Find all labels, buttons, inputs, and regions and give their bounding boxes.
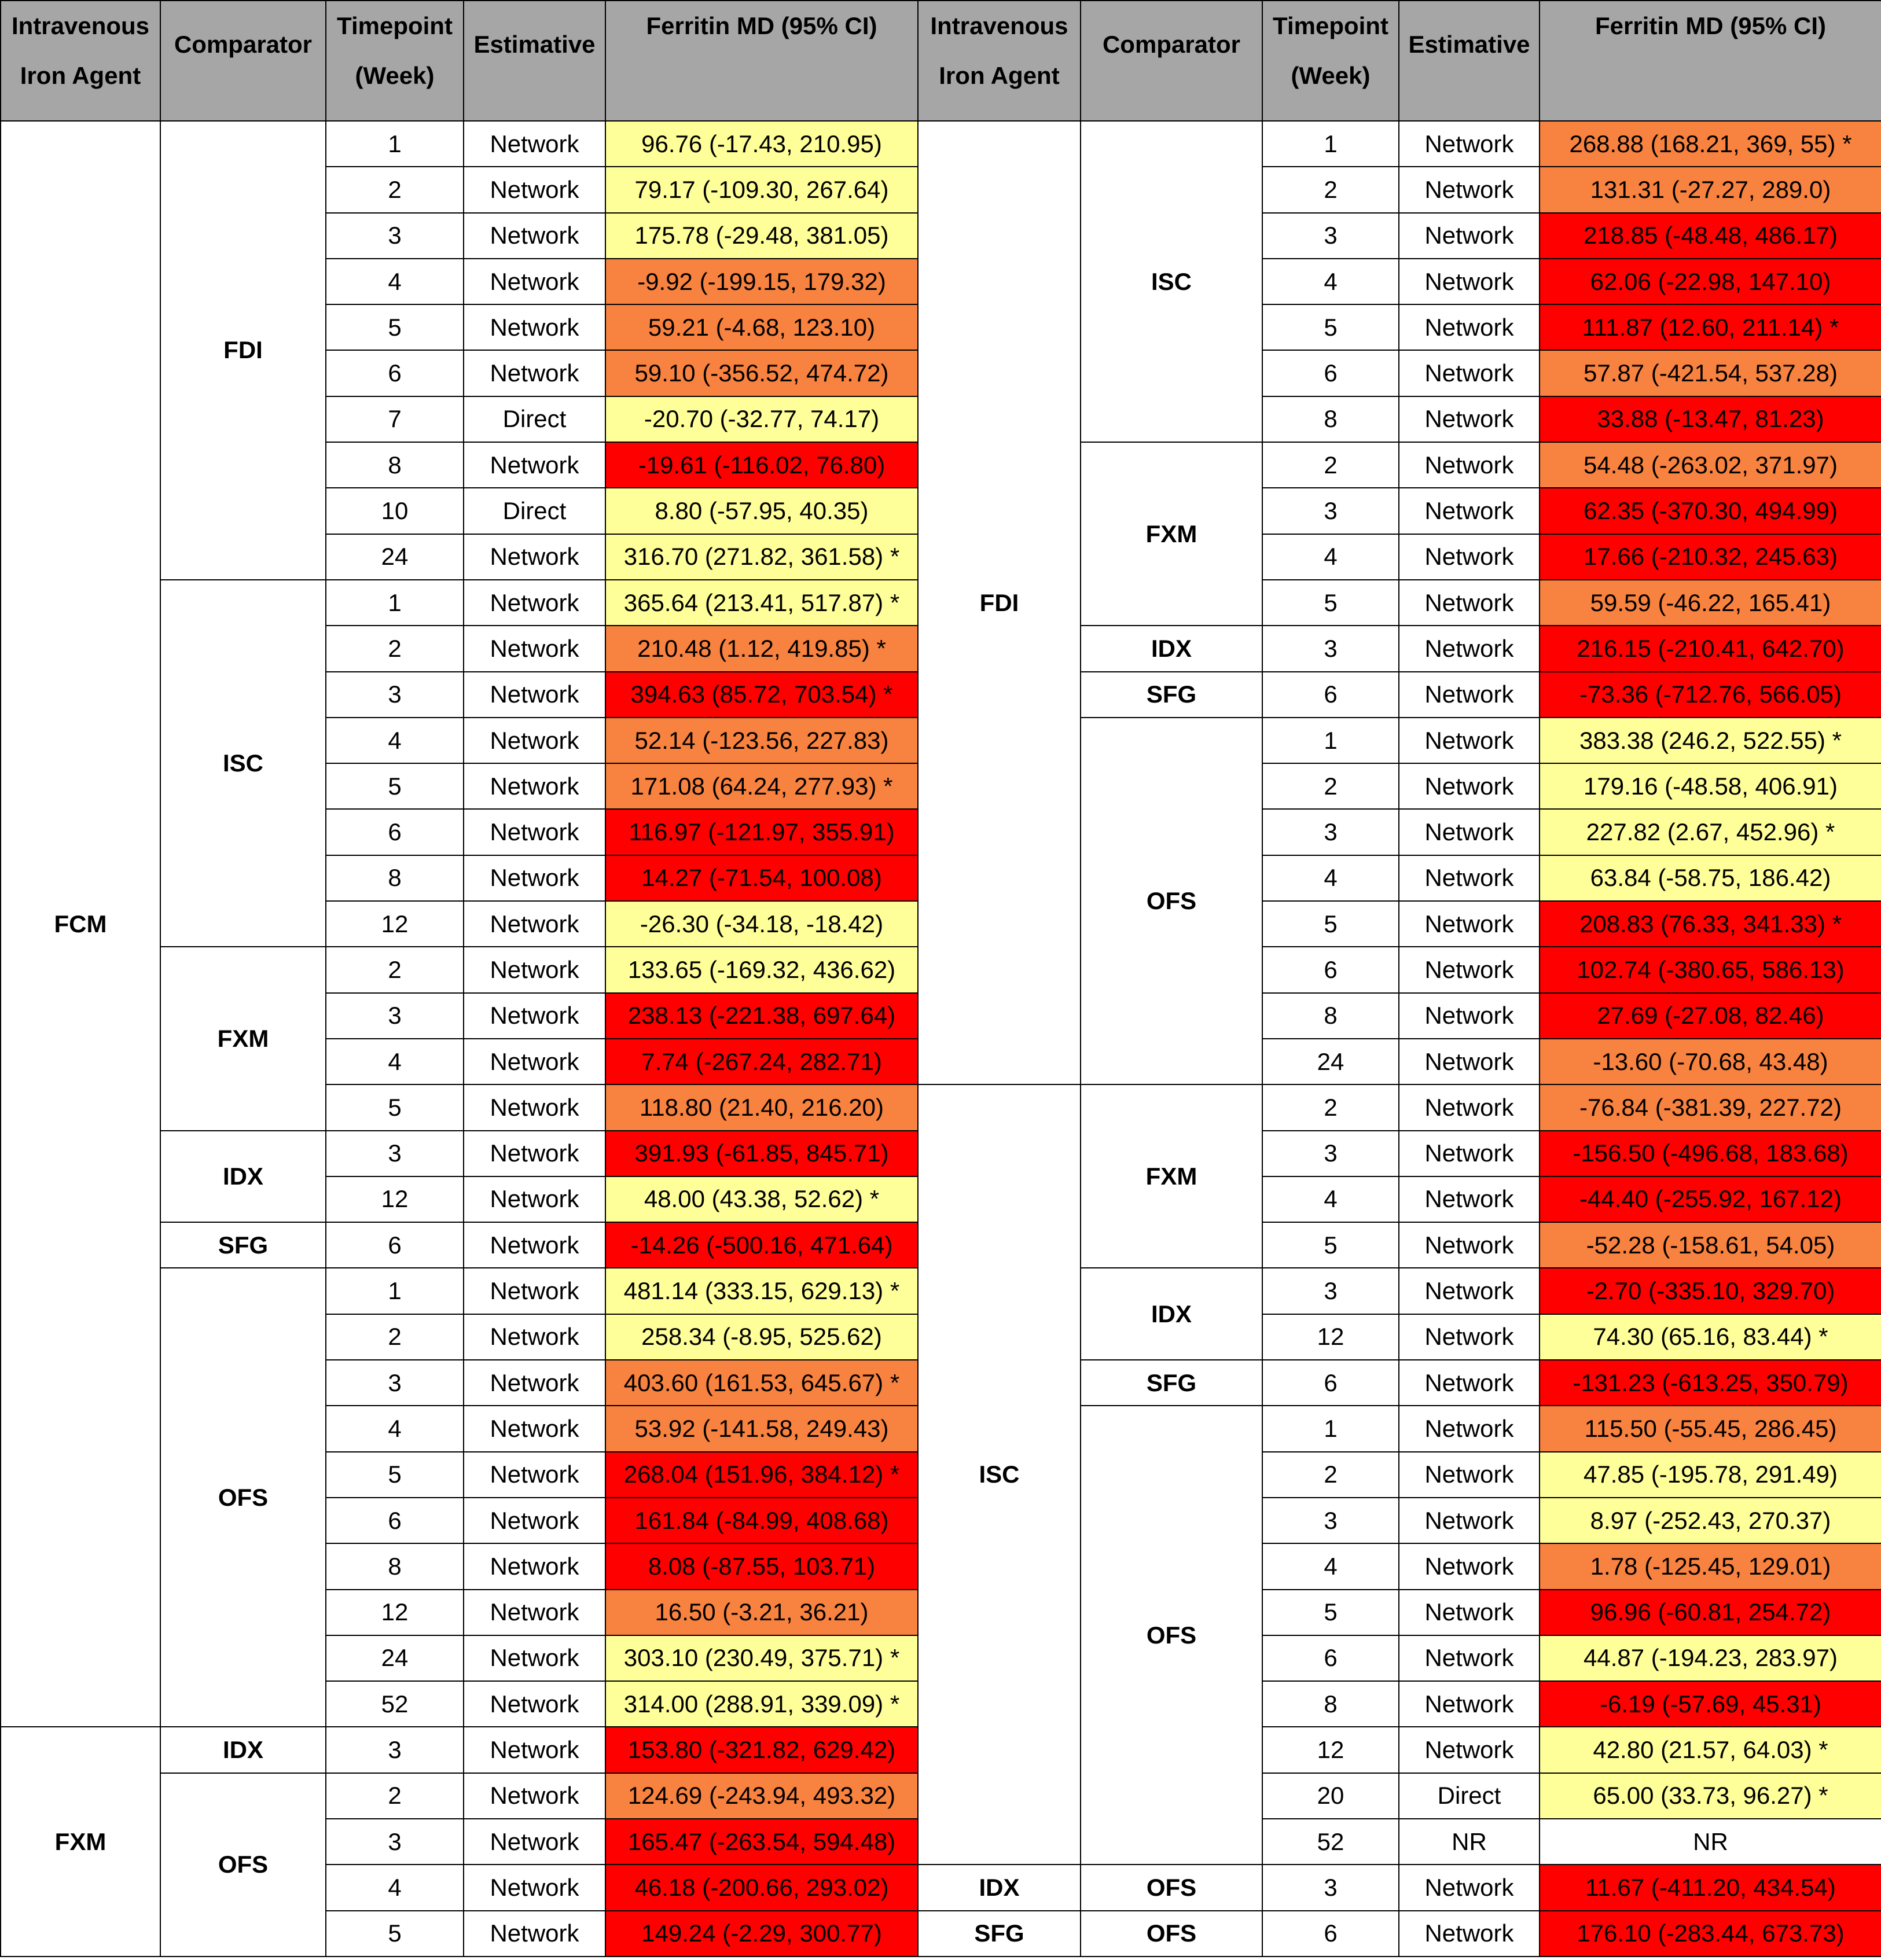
right-estimative-cell: Network [1399, 1543, 1540, 1589]
right-ferritin-md-cell: 115.50 (-55.45, 286.45) [1540, 1406, 1881, 1451]
right-ferritin-md-cell: 176.10 (-283.44, 673.73) [1540, 1911, 1881, 1957]
right-ferritin-md-cell: -131.23 (-613.25, 350.79) [1540, 1360, 1881, 1406]
left-ferritin-md-cell: 316.70 (271.82, 361.58) * [605, 534, 918, 580]
right-ferritin-md-cell: 62.35 (-370.30, 494.99) [1540, 488, 1881, 534]
right-ferritin-md-cell: 8.97 (-252.43, 270.37) [1540, 1498, 1881, 1543]
left-ferritin-md-cell: 79.17 (-109.30, 267.64) [605, 167, 918, 212]
header-ferritin-left: Ferritin MD (95% CI) [605, 1, 918, 121]
right-timepoint-cell: 20 [1262, 1773, 1399, 1819]
left-estimative-cell: Network [464, 1727, 605, 1773]
right-ferritin-md-cell: 74.30 (65.16, 83.44) * [1540, 1314, 1881, 1360]
right-ferritin-md-cell: -73.36 (-712.76, 566.05) [1540, 672, 1881, 718]
left-ferritin-md-cell: 133.65 (-169.32, 436.62) [605, 947, 918, 992]
right-ferritin-md-cell: 57.87 (-421.54, 537.28) [1540, 350, 1881, 396]
right-comparator-cell: FXM [1081, 1084, 1262, 1268]
right-comparator-cell: SFG [1081, 1360, 1262, 1406]
right-iron-agent-cell: SFG [918, 1911, 1081, 1957]
right-ferritin-md-cell: 218.85 (-48.48, 486.17) [1540, 213, 1881, 259]
right-comparator-cell: OFS [1081, 1406, 1262, 1865]
right-estimative-cell: Network [1399, 809, 1540, 855]
left-timepoint-cell: 6 [326, 809, 464, 855]
right-estimative-cell: Network [1399, 1865, 1540, 1910]
left-timepoint-cell: 3 [326, 1819, 464, 1865]
right-ferritin-md-cell: 179.16 (-48.58, 406.91) [1540, 763, 1881, 809]
left-timepoint-cell: 2 [326, 947, 464, 992]
left-timepoint-cell: 24 [326, 534, 464, 580]
left-ferritin-md-cell: 303.10 (230.49, 375.71) * [605, 1635, 918, 1681]
right-timepoint-cell: 2 [1262, 1452, 1399, 1498]
left-timepoint-cell: 1 [326, 580, 464, 626]
left-estimative-cell: Network [464, 1176, 605, 1222]
left-ferritin-md-cell: 171.08 (64.24, 277.93) * [605, 763, 918, 809]
left-estimative-cell: Direct [464, 488, 605, 534]
right-ferritin-md-cell: -13.60 (-70.68, 43.48) [1540, 1039, 1881, 1084]
left-estimative-cell: Network [464, 1084, 605, 1130]
left-ferritin-md-cell: 258.34 (-8.95, 525.62) [605, 1314, 918, 1360]
right-estimative-cell: Network [1399, 626, 1540, 671]
right-timepoint-cell: 2 [1262, 1084, 1399, 1130]
left-estimative-cell: Network [464, 1498, 605, 1543]
left-comparator-cell: SFG [160, 1222, 326, 1268]
left-estimative-cell: Network [464, 947, 605, 992]
right-estimative-cell: Network [1399, 1176, 1540, 1222]
left-timepoint-cell: 4 [326, 1039, 464, 1084]
right-timepoint-cell: 12 [1262, 1314, 1399, 1360]
left-ferritin-md-cell: 394.63 (85.72, 703.54) * [605, 672, 918, 718]
right-ferritin-md-cell: -44.40 (-255.92, 167.12) [1540, 1176, 1881, 1222]
right-estimative-cell: Network [1399, 1406, 1540, 1451]
right-estimative-cell: Network [1399, 580, 1540, 626]
left-timepoint-cell: 6 [326, 350, 464, 396]
right-estimative-cell: Network [1399, 1314, 1540, 1360]
left-timepoint-cell: 12 [326, 1590, 464, 1635]
right-timepoint-cell: 8 [1262, 993, 1399, 1039]
right-timepoint-cell: 2 [1262, 763, 1399, 809]
right-estimative-cell: Network [1399, 1635, 1540, 1681]
right-timepoint-cell: 4 [1262, 855, 1399, 901]
right-timepoint-cell: 3 [1262, 809, 1399, 855]
left-timepoint-cell: 3 [326, 993, 464, 1039]
left-ferritin-md-cell: 16.50 (-3.21, 36.21) [605, 1590, 918, 1635]
right-ferritin-md-cell: -6.19 (-57.69, 45.31) [1540, 1681, 1881, 1727]
right-ferritin-md-cell: 63.84 (-58.75, 186.42) [1540, 855, 1881, 901]
left-estimative-cell: Network [464, 718, 605, 763]
right-ferritin-md-cell: 96.96 (-60.81, 254.72) [1540, 1590, 1881, 1635]
header-ferritin-right: Ferritin MD (95% CI) [1540, 1, 1881, 121]
right-timepoint-cell: 24 [1262, 1039, 1399, 1084]
right-estimative-cell: Direct [1399, 1773, 1540, 1819]
header-estimative-right: Estimative [1399, 1, 1540, 121]
right-timepoint-cell: 3 [1262, 1498, 1399, 1543]
left-estimative-cell: Network [464, 350, 605, 396]
left-estimative-cell: Network [464, 993, 605, 1039]
right-iron-agent-cell: IDX [918, 1865, 1081, 1910]
header-timepoint-right: Timepoint (Week) [1262, 1, 1399, 121]
left-ferritin-md-cell: 118.80 (21.40, 216.20) [605, 1084, 918, 1130]
right-estimative-cell: Network [1399, 213, 1540, 259]
left-ferritin-md-cell: 48.00 (43.38, 52.62) * [605, 1176, 918, 1222]
right-timepoint-cell: 4 [1262, 259, 1399, 304]
right-ferritin-md-cell: 102.74 (-380.65, 586.13) [1540, 947, 1881, 992]
right-ferritin-md-cell: 47.85 (-195.78, 291.49) [1540, 1452, 1881, 1498]
left-timepoint-cell: 3 [326, 213, 464, 259]
right-timepoint-cell: 12 [1262, 1727, 1399, 1773]
right-estimative-cell: Network [1399, 763, 1540, 809]
right-ferritin-md-cell: NR [1540, 1819, 1881, 1865]
left-estimative-cell: Network [464, 304, 605, 350]
right-timepoint-cell: 6 [1262, 350, 1399, 396]
right-ferritin-md-cell: 268.88 (168.21, 369, 55) * [1540, 121, 1881, 167]
left-timepoint-cell: 6 [326, 1222, 464, 1268]
right-estimative-cell: Network [1399, 1452, 1540, 1498]
right-ferritin-md-cell: -52.28 (-158.61, 54.05) [1540, 1222, 1881, 1268]
left-estimative-cell: Network [464, 121, 605, 167]
right-timepoint-cell: 4 [1262, 1176, 1399, 1222]
left-estimative-cell: Network [464, 1543, 605, 1589]
table-row [1, 121, 1881, 167]
right-timepoint-cell: 3 [1262, 488, 1399, 534]
right-ferritin-md-cell: 17.66 (-210.32, 245.63) [1540, 534, 1881, 580]
right-comparator-cell: OFS [1081, 718, 1262, 1084]
header-comparator-left: Comparator [160, 1, 326, 121]
left-estimative-cell: Direct [464, 396, 605, 442]
left-ferritin-md-cell: 8.80 (-57.95, 40.35) [605, 488, 918, 534]
left-comparator-cell: IDX [160, 1727, 326, 1773]
header-estimative-left: Estimative [464, 1, 605, 121]
left-timepoint-cell: 8 [326, 1543, 464, 1589]
right-estimative-cell: Network [1399, 534, 1540, 580]
left-ferritin-md-cell: 14.27 (-71.54, 100.08) [605, 855, 918, 901]
right-ferritin-md-cell: 62.06 (-22.98, 147.10) [1540, 259, 1881, 304]
right-ferritin-md-cell: 131.31 (-27.27, 289.0) [1540, 167, 1881, 212]
right-estimative-cell: Network [1399, 1498, 1540, 1543]
left-estimative-cell: Network [464, 1635, 605, 1681]
right-estimative-cell: Network [1399, 718, 1540, 763]
left-iron-agent-cell: FXM [1, 1727, 160, 1956]
left-timepoint-cell: 2 [326, 1314, 464, 1360]
left-timepoint-cell: 12 [326, 1176, 464, 1222]
right-ferritin-md-cell: 54.48 (-263.02, 371.97) [1540, 442, 1881, 488]
left-ferritin-md-cell: 149.24 (-2.29, 300.77) [605, 1911, 918, 1957]
left-timepoint-cell: 4 [326, 259, 464, 304]
left-estimative-cell: Network [464, 1360, 605, 1406]
left-ferritin-md-cell: 7.74 (-267.24, 282.71) [605, 1039, 918, 1084]
header-row [1, 1, 1881, 121]
left-timepoint-cell: 2 [326, 626, 464, 671]
right-timepoint-cell: 1 [1262, 1406, 1399, 1451]
header-comparator-right: Comparator [1081, 1, 1262, 121]
left-iron-agent-cell: FCM [1, 121, 160, 1727]
left-timepoint-cell: 6 [326, 1498, 464, 1543]
right-timepoint-cell: 4 [1262, 1543, 1399, 1589]
right-timepoint-cell: 6 [1262, 947, 1399, 992]
left-estimative-cell: Network [464, 1865, 605, 1910]
left-ferritin-md-cell: 59.10 (-356.52, 474.72) [605, 350, 918, 396]
right-estimative-cell: Network [1399, 488, 1540, 534]
left-ferritin-md-cell: 481.14 (333.15, 629.13) * [605, 1268, 918, 1314]
right-timepoint-cell: 6 [1262, 1911, 1399, 1957]
right-estimative-cell: Network [1399, 1039, 1540, 1084]
right-timepoint-cell: 5 [1262, 1222, 1399, 1268]
left-timepoint-cell: 5 [326, 1452, 464, 1498]
right-iron-agent-cell: ISC [918, 1084, 1081, 1865]
left-estimative-cell: Network [464, 1681, 605, 1727]
left-estimative-cell: Network [464, 809, 605, 855]
right-estimative-cell: Network [1399, 442, 1540, 488]
right-timepoint-cell: 2 [1262, 442, 1399, 488]
left-ferritin-md-cell: -14.26 (-500.16, 471.64) [605, 1222, 918, 1268]
right-ferritin-md-cell: 227.82 (2.67, 452.96) * [1540, 809, 1881, 855]
left-timepoint-cell: 2 [326, 167, 464, 212]
left-ferritin-md-cell: 210.48 (1.12, 419.85) * [605, 626, 918, 671]
left-ferritin-md-cell: 403.60 (161.53, 645.67) * [605, 1360, 918, 1406]
left-comparator-cell: IDX [160, 1131, 326, 1223]
left-ferritin-md-cell: 59.21 (-4.68, 123.10) [605, 304, 918, 350]
left-timepoint-cell: 3 [326, 1360, 464, 1406]
right-timepoint-cell: 4 [1262, 534, 1399, 580]
right-ferritin-md-cell: 42.80 (21.57, 64.03) * [1540, 1727, 1881, 1773]
left-ferritin-md-cell: 238.13 (-221.38, 697.64) [605, 993, 918, 1039]
right-estimative-cell: Network [1399, 901, 1540, 947]
right-timepoint-cell: 5 [1262, 1590, 1399, 1635]
left-estimative-cell: Network [464, 1911, 605, 1957]
left-timepoint-cell: 10 [326, 488, 464, 534]
right-ferritin-md-cell: -2.70 (-335.10, 329.70) [1540, 1268, 1881, 1314]
left-ferritin-md-cell: 268.04 (151.96, 384.12) * [605, 1452, 918, 1498]
right-estimative-cell: Network [1399, 855, 1540, 901]
left-estimative-cell: Network [464, 1819, 605, 1865]
left-timepoint-cell: 5 [326, 1911, 464, 1957]
left-estimative-cell: Network [464, 672, 605, 718]
right-comparator-cell: IDX [1081, 626, 1262, 671]
left-estimative-cell: Network [464, 1222, 605, 1268]
left-timepoint-cell: 4 [326, 1406, 464, 1451]
left-estimative-cell: Network [464, 626, 605, 671]
right-comparator-cell: FXM [1081, 442, 1262, 626]
right-estimative-cell: NR [1399, 1819, 1540, 1865]
right-estimative-cell: Network [1399, 1268, 1540, 1314]
right-timepoint-cell: 5 [1262, 304, 1399, 350]
right-estimative-cell: Network [1399, 304, 1540, 350]
left-estimative-cell: Network [464, 259, 605, 304]
right-estimative-cell: Network [1399, 1222, 1540, 1268]
left-estimative-cell: Network [464, 1590, 605, 1635]
left-comparator-cell: FDI [160, 121, 326, 580]
right-estimative-cell: Network [1399, 1727, 1540, 1773]
left-ferritin-md-cell: 124.69 (-243.94, 493.32) [605, 1773, 918, 1819]
left-timepoint-cell: 4 [326, 1865, 464, 1910]
right-estimative-cell: Network [1399, 1590, 1540, 1635]
left-ferritin-md-cell: 165.47 (-263.54, 594.48) [605, 1819, 918, 1865]
right-timepoint-cell: 3 [1262, 1268, 1399, 1314]
left-estimative-cell: Network [464, 1406, 605, 1451]
left-estimative-cell: Network [464, 1131, 605, 1176]
right-timepoint-cell: 5 [1262, 901, 1399, 947]
right-estimative-cell: Network [1399, 947, 1540, 992]
left-ferritin-md-cell: 175.78 (-29.48, 381.05) [605, 213, 918, 259]
right-estimative-cell: Network [1399, 1681, 1540, 1727]
right-ferritin-md-cell: -76.84 (-381.39, 227.72) [1540, 1084, 1881, 1130]
left-estimative-cell: Network [464, 1452, 605, 1498]
left-timepoint-cell: 1 [326, 1268, 464, 1314]
right-estimative-cell: Network [1399, 1084, 1540, 1130]
right-estimative-cell: Network [1399, 167, 1540, 212]
right-estimative-cell: Network [1399, 259, 1540, 304]
left-timepoint-cell: 3 [326, 1727, 464, 1773]
left-ferritin-md-cell: -26.30 (-34.18, -18.42) [605, 901, 918, 947]
left-timepoint-cell: 3 [326, 1131, 464, 1176]
right-timepoint-cell: 6 [1262, 1635, 1399, 1681]
left-timepoint-cell: 12 [326, 901, 464, 947]
left-timepoint-cell: 52 [326, 1681, 464, 1727]
table-body [1, 121, 1881, 1957]
left-ferritin-md-cell: -20.70 (-32.77, 74.17) [605, 396, 918, 442]
right-ferritin-md-cell: 1.78 (-125.45, 129.01) [1540, 1543, 1881, 1589]
left-ferritin-md-cell: 96.76 (-17.43, 210.95) [605, 121, 918, 167]
right-ferritin-md-cell: 383.38 (246.2, 522.55) * [1540, 718, 1881, 763]
right-timepoint-cell: 1 [1262, 718, 1399, 763]
right-ferritin-md-cell: 65.00 (33.73, 96.27) * [1540, 1773, 1881, 1819]
right-ferritin-md-cell: 59.59 (-46.22, 165.41) [1540, 580, 1881, 626]
right-ferritin-md-cell: 11.67 (-411.20, 434.54) [1540, 1865, 1881, 1910]
left-ferritin-md-cell: 46.18 (-200.66, 293.02) [605, 1865, 918, 1910]
left-ferritin-md-cell: -9.92 (-199.15, 179.32) [605, 259, 918, 304]
left-comparator-cell: ISC [160, 580, 326, 947]
right-timepoint-cell: 52 [1262, 1819, 1399, 1865]
right-timepoint-cell: 6 [1262, 672, 1399, 718]
left-comparator-cell: OFS [160, 1773, 326, 1957]
left-timepoint-cell: 4 [326, 718, 464, 763]
left-timepoint-cell: 5 [326, 304, 464, 350]
right-estimative-cell: Network [1399, 1360, 1540, 1406]
right-timepoint-cell: 2 [1262, 167, 1399, 212]
left-timepoint-cell: 24 [326, 1635, 464, 1681]
right-comparator-cell: ISC [1081, 121, 1262, 442]
left-ferritin-md-cell: 391.93 (-61.85, 845.71) [605, 1131, 918, 1176]
right-ferritin-md-cell: 44.87 (-194.23, 283.97) [1540, 1635, 1881, 1681]
left-estimative-cell: Network [464, 580, 605, 626]
left-timepoint-cell: 8 [326, 442, 464, 488]
left-timepoint-cell: 5 [326, 763, 464, 809]
left-estimative-cell: Network [464, 167, 605, 212]
right-estimative-cell: Network [1399, 993, 1540, 1039]
header-agent-left: Intravenous Iron Agent [1, 1, 160, 121]
left-timepoint-cell: 1 [326, 121, 464, 167]
left-estimative-cell: Network [464, 213, 605, 259]
right-timepoint-cell: 3 [1262, 1131, 1399, 1176]
right-estimative-cell: Network [1399, 350, 1540, 396]
left-ferritin-md-cell: 314.00 (288.91, 339.09) * [605, 1681, 918, 1727]
left-ferritin-md-cell: 153.80 (-321.82, 629.42) [605, 1727, 918, 1773]
right-timepoint-cell: 3 [1262, 1865, 1399, 1910]
header-agent-right: Intravenous Iron Agent [918, 1, 1081, 121]
left-estimative-cell: Network [464, 1268, 605, 1314]
left-comparator-cell: FXM [160, 947, 326, 1130]
right-ferritin-md-cell: 33.88 (-13.47, 81.23) [1540, 396, 1881, 442]
header-timepoint-left: Timepoint (Week) [326, 1, 464, 121]
right-timepoint-cell: 3 [1262, 213, 1399, 259]
left-estimative-cell: Network [464, 534, 605, 580]
left-timepoint-cell: 7 [326, 396, 464, 442]
right-ferritin-md-cell: 27.69 (-27.08, 82.46) [1540, 993, 1881, 1039]
right-estimative-cell: Network [1399, 1911, 1540, 1957]
left-ferritin-md-cell: 161.84 (-84.99, 408.68) [605, 1498, 918, 1543]
left-ferritin-md-cell: 365.64 (213.41, 517.87) * [605, 580, 918, 626]
left-timepoint-cell: 8 [326, 855, 464, 901]
left-timepoint-cell: 5 [326, 1084, 464, 1130]
right-estimative-cell: Network [1399, 1131, 1540, 1176]
right-estimative-cell: Network [1399, 672, 1540, 718]
left-estimative-cell: Network [464, 1039, 605, 1084]
right-comparator-cell: SFG [1081, 672, 1262, 718]
left-estimative-cell: Network [464, 901, 605, 947]
right-ferritin-md-cell: 111.87 (12.60, 211.14) * [1540, 304, 1881, 350]
right-timepoint-cell: 5 [1262, 580, 1399, 626]
right-estimative-cell: Network [1399, 121, 1540, 167]
left-ferritin-md-cell: 8.08 (-87.55, 103.71) [605, 1543, 918, 1589]
right-timepoint-cell: 8 [1262, 396, 1399, 442]
right-ferritin-md-cell: 208.83 (76.33, 341.33) * [1540, 901, 1881, 947]
left-estimative-cell: Network [464, 1314, 605, 1360]
left-timepoint-cell: 3 [326, 672, 464, 718]
left-ferritin-md-cell: -19.61 (-116.02, 76.80) [605, 442, 918, 488]
right-ferritin-md-cell: -156.50 (-496.68, 183.68) [1540, 1131, 1881, 1176]
right-timepoint-cell: 3 [1262, 626, 1399, 671]
left-estimative-cell: Network [464, 763, 605, 809]
right-ferritin-md-cell: 216.15 (-210.41, 642.70) [1540, 626, 1881, 671]
left-estimative-cell: Network [464, 442, 605, 488]
left-ferritin-md-cell: 52.14 (-123.56, 227.83) [605, 718, 918, 763]
right-iron-agent-cell: FDI [918, 121, 1081, 1084]
left-estimative-cell: Network [464, 855, 605, 901]
left-estimative-cell: Network [464, 1773, 605, 1819]
right-comparator-cell: OFS [1081, 1911, 1262, 1957]
left-comparator-cell: OFS [160, 1268, 326, 1727]
right-timepoint-cell: 1 [1262, 121, 1399, 167]
left-ferritin-md-cell: 53.92 (-141.58, 249.43) [605, 1406, 918, 1451]
left-timepoint-cell: 2 [326, 1773, 464, 1819]
right-estimative-cell: Network [1399, 396, 1540, 442]
right-comparator-cell: IDX [1081, 1268, 1262, 1360]
right-comparator-cell: OFS [1081, 1865, 1262, 1910]
right-timepoint-cell: 6 [1262, 1360, 1399, 1406]
right-timepoint-cell: 8 [1262, 1681, 1399, 1727]
left-ferritin-md-cell: 116.97 (-121.97, 355.91) [605, 809, 918, 855]
